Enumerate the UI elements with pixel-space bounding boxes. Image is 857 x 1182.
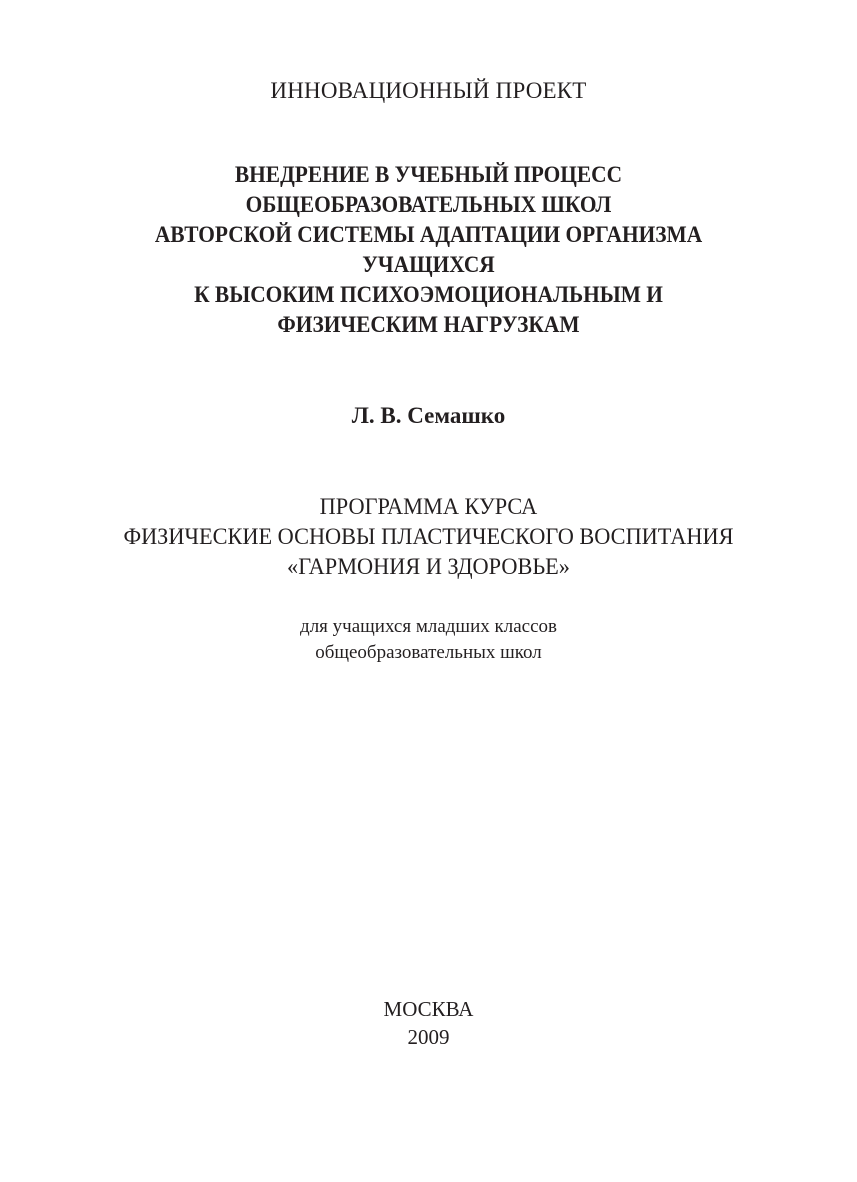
target-audience-line: общеобразовательных школ bbox=[315, 642, 542, 663]
target-audience bbox=[0, 614, 857, 666]
target-audience-line: для учащихся младших классов bbox=[300, 616, 557, 637]
main-title-line: АВТОРСКОЙ СИСТЕМЫ АДАПТАЦИИ ОРГАНИЗМА bbox=[154, 222, 703, 247]
main-title-line: УЧАЩИХСЯ bbox=[362, 252, 495, 277]
project-type-header: ИННОВАЦИОННЫЙ ПРОЕКТ bbox=[270, 78, 587, 103]
program-title-line: ПРОГРАММА КУРСА bbox=[319, 494, 538, 519]
main-title-line: ВНЕДРЕНИЕ В УЧЕБНЫЙ ПРОЦЕСС bbox=[234, 162, 623, 187]
main-title-line: ОБЩЕОБРАЗОВАТЕЛЬНЫХ ШКОЛ bbox=[245, 192, 612, 217]
main-title-line: ФИЗИЧЕСКИМ НАГРУЗКАМ bbox=[277, 312, 580, 337]
author-name: Л. В. Семашко bbox=[351, 403, 506, 428]
program-title bbox=[0, 492, 857, 582]
publication-city: МОСКВА bbox=[383, 997, 474, 1021]
main-title-line: К ВЫСОКИМ ПСИХОЭМОЦИОНАЛЬНЫМ И bbox=[194, 282, 663, 307]
main-title bbox=[0, 160, 857, 340]
program-title-line: «ГАРМОНИЯ И ЗДОРОВЬЕ» bbox=[287, 554, 570, 579]
program-title-line: ФИЗИЧЕСКИЕ ОСНОВЫ ПЛАСТИЧЕСКОГО ВОСПИТАНИЯ bbox=[123, 524, 734, 549]
publication-year: 2009 bbox=[407, 1025, 450, 1049]
